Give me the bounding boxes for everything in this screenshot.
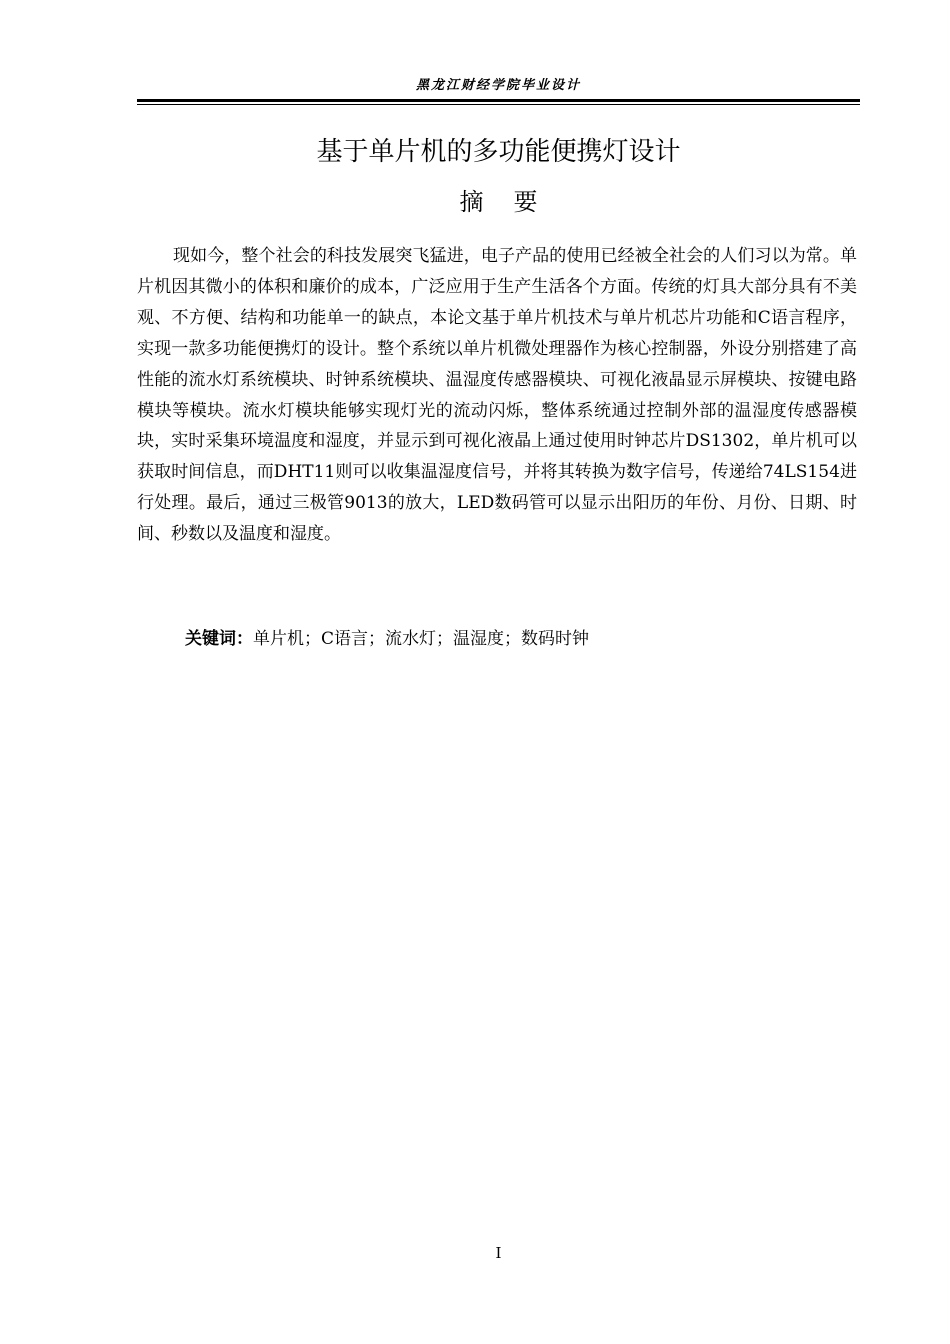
keywords-label: 关键词：	[185, 629, 253, 649]
header-rule-thick	[137, 99, 860, 102]
abstract-body: 现如今，整个社会的科技发展突飞猛进，电子产品的使用已经被全社会的人们习以为常。单片机因其微小的体积和廉价的成本，广泛应用于生产生活各个方面。传统的灯具大部分具有不美观、不方便、结构和功能单一的缺点，本论文基于单片机技术与单片机芯片功能和C语言程序，实现一款多功能便携灯的设计。整个系统以单片机微处理器作为核心控制器，外设分别搭建了高性能的流水灯系统模块、时钟系统模块、温湿度传感器模块、可视化液晶显示屏模块、按键电路模块等模块。流水灯模块能够实现灯光的流动闪烁，整体系统通过控制外部的温湿度传感器模块，实时采集环境温度和湿度，并显示到可视化液晶上通过使用时钟芯片DS1302，单片机可以获取时间信息，而DHT11则可以收集温湿度信号，并将其转换为数字信号，传递给74LS154进行处理。最后，通过三极管9013的放大，LED数码管可以显示出阳历的年份、月份、日期、时间、秒数以及温度和湿度。	[137, 246, 857, 545]
page-number: I	[495, 1244, 502, 1262]
paper-title: 基于单片机的多功能便携灯设计	[316, 137, 681, 167]
header-rule-thin	[137, 104, 860, 105]
keywords-text: 单片机；C语言；流水灯；温湿度；数码时钟	[253, 629, 590, 649]
keywords-line	[185, 624, 857, 654]
abstract-heading: 摘要	[459, 188, 568, 216]
running-header: 黑龙江财经学院毕业设计	[415, 78, 581, 93]
